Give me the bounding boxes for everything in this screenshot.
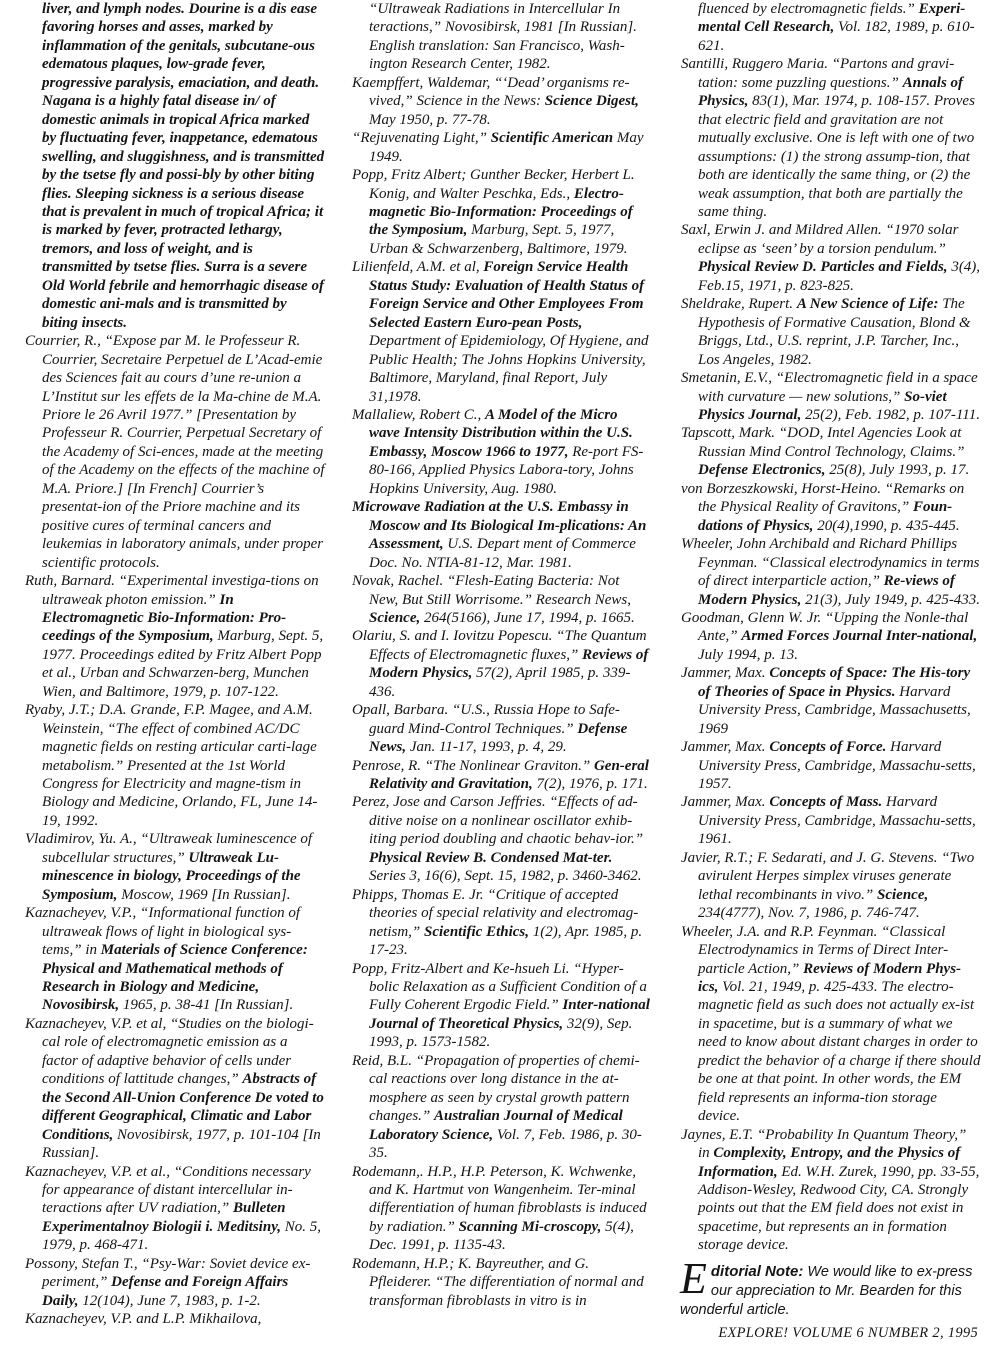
reference-continuation: “Ultraweak Radiations in Intercellular In teractions,” Novosibirsk, 1981 [In Russian]. English translation: San Francisco, Wash-ington Research Center, 1982. bbox=[369, 1, 637, 73]
reference-microwave-radiation: Microwave Radiation at the U.S. Embassy in Moscow and Its Biological Im-plications: An Assessment, U.S. Depart ment of Commerce Doc. No. NTIA-81-12, Mar. 1981. bbox=[352, 499, 647, 571]
reference-saxl: Saxl, Erwin J. and Mildred Allen. “1970 solar eclipse as ‘seen’ by a torsion pendulum.” Physical Review D. Particles and Fields, 3(4), Feb.15, 1971, p. 823-825. bbox=[681, 222, 981, 294]
reference-olariu: Olariu, S. and I. Iovitzu Popescu. “The Quantum Effects of Electromagnetic fluxes,” Reviews of Modern Physics, 57(2), April 1985, p. 339-436. bbox=[352, 628, 649, 700]
reference-lilienfeld: Lilienfeld, A.M. et al, Foreign Service Health Status Study: Evaluation of Health Status of Foreign Service and Other Employees From Selected Eastern Euro-pean Posts, Department of Epidemiology, Of Hygiene, and Public Health; The Johns Hopkins University, Baltimore, Maryland, final Report, July 31,1978. bbox=[352, 259, 649, 405]
reference-opall: Opall, Barbara. “U.S., Russia Hope to Safe-guard Mind-Control Techniques.” Defense News, Jan. 11-17, 1993, p. 4, 29. bbox=[352, 702, 628, 756]
reference-smetanin: Smetanin, E.V., “Electromagnetic field in a space with curvature — new solutions,” So-viet Physics Journal, 25(2), Feb. 1982, p. 107-111. bbox=[681, 370, 980, 423]
reference-jammer-force: Jammer, Max. Concepts of Force. Harvard University Press, Cambridge, Massachu-setts, 1957. bbox=[681, 739, 976, 793]
reference-jammer-space: Jammer, Max. Concepts of Space: The His-tory of Theories of Space in Physics. Harvard University Press, Cambridge, Massachusetts, 1969 bbox=[681, 665, 971, 737]
reference-tapscott: Tapscott, Mark. “DOD, Intel Agencies Look at Russian Mind Control Technology, Claims.” Defense Electronics, 25(8), July 1993, p. 17. bbox=[681, 425, 970, 479]
reference-phipps: Phipps, Thomas E. Jr. “Critique of accepted theories of special relativity and electromag-netism,” Scientific Ethics, 1(2), Apr. 1985, p. 17-23. bbox=[352, 886, 643, 959]
reference-wheeler-feynman-2: Wheeler, J.A. and R.P. Feynman. “Classical Electrodynamics in Terms of Direct Inter-particle Action,” Reviews of Modern Phys-ics, Vol. 21, 1949, p. 425-433. The electro-magnetic field as such does not actually ex-ist in spacetime, but is a summary of what we need to know about distant charges in order to predict the behavior of a charge if there should be one at that point. In other words, the EM field represents an informa-tion storage device. bbox=[681, 923, 981, 1125]
reference-kaznacheyev-2: Kaznacheyev, V.P. et al, “Studies on the biologi-cal role of electromagnetic emission as a factor of adaptive behavior of cells under conditions of lattitude changes,” Abstracts of the Second All-Union Conference De voted to different Geographical, Climatic and Labor Conditions, Novosibirsk, 1977, p. 101-104 [In Russian]. bbox=[25, 1015, 324, 1162]
reference-courrier: Courrier, R., “Expose par M. le Professeur R. Courrier, Secretaire Perpetuel de L’Acad-emie des Sciences fait au cours d’une re-union a L’Institut sur les effets de la Ma-chine de M.A. Priore le 26 Avril 1977.” [Presentation by Professeur R. Courrier, Perpetual Secretary of the Academy of Sci-ences, made at the meeting of the Academy on the effects of the machine of M.A. Priore.] [In French] Courrier’s presentat-ion of the Priore machine and its positive cures of terminal cancers and leukemias in laboratory animals, under proper scientific protocols. bbox=[25, 333, 325, 571]
reference-santilli: Santilli, Ruggero Maria. “Partons and gravi-tation: some puzzling questions.” Annals of Physics, 83(1), Mar. 1974, p. 108-157. Proves that electric field and gravitation are not mutually exclusive. One is left with one of two assumptions: (1) the strong assump-tion, that both are identically the same thing, or (2) the weak assumption, that both are partially the same thing. bbox=[681, 56, 975, 220]
column-middle bbox=[352, 0, 652, 1310]
reference-wheeler-feynman-1: Wheeler, John Archibald and Richard Phillips Feynman. “Classical electrodynamics in terms of direct interparticle action,” Re-views of Modern Physics, 21(3), July 1949, p. 425-433. bbox=[681, 536, 981, 608]
reference-kaempffert: Kaempffert, Waldemar, “‘Dead’ organisms re-vived,” Science in the News: Science Digest, May 1950, p. 77-78. bbox=[352, 74, 639, 128]
reference-continuation: fluenced by electromagnetic fields.” Experi-mental Cell Research, Vol. 182, 1989, p. 610-621. bbox=[698, 1, 975, 54]
reference-sheldrake: Sheldrake, Rupert. A New Science of Life: The Hypothesis of Formative Causation, Blond & Briggs, Ltd., U.S. reprint, J.P. Tarcher, Inc., Los Angeles, 1982. bbox=[681, 296, 971, 368]
reference-reid: Reid, B.L. “Propagation of properties of chemi-cal reactions over long distance in the at-mosphere as seen by crystal growth pattern changes.” Australian Journal of Medical Laboratory Science, Vol. 7, Feb. 1986, p. 30-35. bbox=[352, 1052, 642, 1162]
reference-ryaby: Ryaby, J.T.; D.A. Grande, F.P. Magee, and A.M. Weinstein, “The effect of combined AC/DC magnetic fields on resting articular carti-lage metabolism.” Presented at the 1st World Congress for Electricity and magne-tism in Biology and Medicine, Orlando, FL, June 14-19, 1992. bbox=[25, 702, 318, 829]
reference-kaznacheyev-4: Kaznacheyev, V.P. and L.P. Mikhailova, bbox=[25, 1311, 262, 1328]
reference-kaznacheyev-3: Kaznacheyev, V.P. et al., “Conditions necessary for appearance of distant intercellular in-teractions after UV radiation,” Bulleten Experimentalnoy Biologii i. Meditsiny, No. 5, 1979, p. 468-471. bbox=[25, 1163, 322, 1254]
editorial-note-label: ditorial Note: bbox=[710, 1263, 804, 1280]
reference-perez: Perez, Jose and Carson Jeffries. “Effects of ad-ditive noise on a nonlinear oscillator exhib-iting period doubling and chaotic behav-ior.” Physical Review B. Condensed Mat-ter. Series 3, 16(6), Sept. 15, 1982, p. 3460-3462. bbox=[352, 794, 644, 885]
reference-novak: Novak, Rachel. “Flesh-Eating Bacteria: Not New, But Still Worrisome.” Research News, Science, 264(5166), June 17, 1994, p. 1665. bbox=[352, 573, 635, 626]
reference-goodman: Goodman, Glenn W. Jr. “Upping the Nonle-thal Ante,” Armed Forces Journal Inter-national, July 1994, p. 13. bbox=[681, 609, 978, 663]
reference-jammer-mass: Jammer, Max. Concepts of Mass. Harvard University Press, Cambridge, Massachu-setts, 1961. bbox=[681, 794, 976, 848]
column-left bbox=[25, 0, 325, 1329]
editorial-note-text: We would like to ex-press our appreciation to Mr. Bearden for this wonderful article. bbox=[680, 1264, 973, 1318]
reference-rodemann-1: Rodemann,. H.P., H.P. Peterson, K. Wchwenke, and K. Hartmut von Wangenheim. Ter-minal differentiation of human fibroblasts is induced by radiation.” Scanning Mi-croscopy, 5(4), Dec. 1991, p. 1135-43. bbox=[352, 1163, 647, 1254]
editorial-note bbox=[680, 1254, 980, 1320]
reference-jaynes: Jaynes, E.T. “Probability In Quantum Theory,” in Complexity, Entropy, and the Physics of Information, Ed. W.H. Zurek, 1990, pp. 33-55, Addison-Wesley, Redwood City, CA. Strongly points out that the EM field does not exist in spacetime, but represents an in formation storage device. bbox=[681, 1126, 980, 1254]
reference-mallaliew: Mallaliew, Robert C., A Model of the Micro wave Intensity Distribution within the U.S. Embassy, Moscow 1966 to 1977, Re-port FS-80-166, Applied Physics Labora-tory, Johns Hopkins University, Aug. 1980. bbox=[352, 406, 644, 497]
editorial-note-initial: E bbox=[680, 1254, 707, 1303]
reference-javier: Javier, R.T.; F. Sedarati, and J. G. Stevens. “Two avirulent Herpes simplex viruses generate lethal recombinants in vivo.” Science, 234(4777), Nov. 7, 1986, p. 746-747. bbox=[681, 849, 975, 922]
column-right bbox=[681, 0, 981, 1255]
reference-ruth: Ruth, Barnard. “Experimental investiga-tions on ultraweak photon emission.” In Electromagnetic Bio-Information: Pro-ceedings of the Symposium, Marburg, Sept. 5, 1977. Proceedings edited by Fritz Albert Popp et al., Urban and Schwarzen-berg, Munchen Wien, and Baltimore, 1979, p. 107-122. bbox=[25, 573, 324, 700]
reference-penrose: Penrose, R. “The Nonlinear Graviton.” Gen-eral Relativity and Gravitation, 7(2), 1976, p. 171. bbox=[352, 757, 649, 793]
reference-popp-li: Popp, Fritz-Albert and Ke-hsueh Li. “Hyper-bolic Relaxation as a Sufficient Condition of a Fully Coherent Ergodic Field.” Inter-national Journal of Theoretical Physics, 32(9), Sep. 1993, p. 1573-1582. bbox=[352, 960, 650, 1051]
page-footer: EXPLORE! VOLUME 6 NUMBER 2, 1995 bbox=[718, 1325, 978, 1341]
reference-kaznacheyev-1: Kaznacheyev, V.P., “Informational function of ultraweak flows of light in biological sys-tems,” in Materials of Science Conference: Physical and Mathematical methods of Research in Biology and Medicine, Novosibirsk, 1965, p. 38-41 [In Russian]. bbox=[25, 905, 308, 1014]
reference-vladimirov: Vladimirov, Yu. A., “Ultraweak luminescence of subcellular structures,” Ultraweak Lu-minescence in biology, Proceedings of the Symposium, Moscow, 1969 [In Russian]. bbox=[25, 831, 313, 903]
reference-rodemann-2: Rodemann, H.P.; K. Bayreuther, and G. Pfleiderer. “The differentiation of normal and transforman fibroblasts in vitro is in bbox=[352, 1255, 644, 1309]
reference-rejuvenating-light: “Rejuvenating Light,” Scientific American May 1949. bbox=[352, 130, 644, 165]
glossary-continuation: liver, and lymph nodes. Dourine is a dis ease favoring horses and asses, marked by inflammation of the genitals, subcutane-ous edematous plaques, low-grade fever, progressive paralysis, emaciation, and death. Nagana is a highly fatal disease in/ of domestic animals in tropical Africa marked by fluctuating fever, inappetance, edematous swelling, and sluggishness, and is transmitted by the tsetse fly and possi-bly by other biting flies. Sleeping sickness is a serious disease that is prevalent in much of tropical Africa; it is marked by fever, protracted lethargy, tremors, and loss of weight, and is transmitted by tsetse flies. Surra is a severe Old World febrile and hemorrhagic disease of domestic ani-mals and is transmitted by biting insects. bbox=[42, 1, 325, 331]
reference-possony: Possony, Stefan T., “Psy-War: Soviet device ex-periment,” Defense and Foreign Affairs Daily, 12(104), June 7, 1983, p. 1-2. bbox=[25, 1255, 311, 1309]
reference-popp-eds: Popp, Fritz Albert; Gunther Becker, Herbert L. Konig, and Walter Peschka, Eds., Electro-magnetic Bio-Information: Proceedings of the Symposium, Marburg, Sept. 5, 1977, Urban & Schwarzenberg, Baltimore, 1979. bbox=[352, 167, 635, 257]
reference-von-borzeszkowski: von Borzeszkowski, Horst-Heino. “Remarks on the Physical Reality of Gravitons,” Foun-dations of Physics, 20(4),1990, p. 435-445. bbox=[681, 480, 965, 534]
